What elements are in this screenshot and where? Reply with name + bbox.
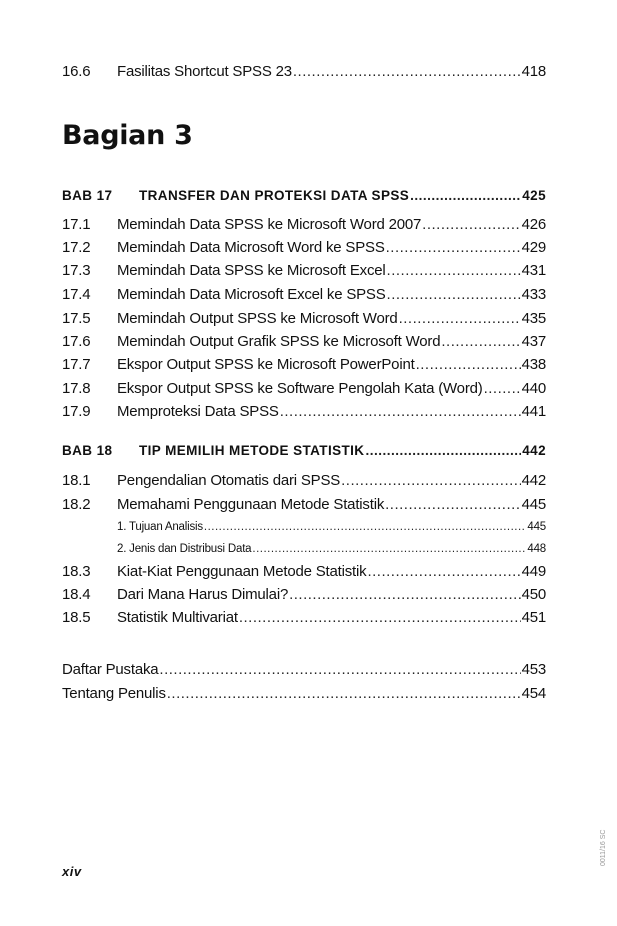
side-code: 0011/16 SC [600,829,607,866]
dot-leader [167,683,521,705]
entry-page: 451 [521,609,546,626]
chapter-label: BAB 18 [62,443,113,458]
entry-title: 2. Jenis dan Distribusi Data [117,543,252,555]
section-title: Bagian 3 [62,120,193,151]
toc-entry[interactable] [62,494,546,516]
entry-number: 18.4 [62,586,91,603]
entry-page: 448 [527,543,546,555]
dot-leader [385,494,520,516]
toc-entry-16-6[interactable] [62,61,546,83]
entry-page: 426 [521,216,546,233]
entry-title: Memindah Data SPSS ke Microsoft Excel [117,262,386,279]
chapter-title: TRANSFER DAN PROTEKSI DATA SPSS [139,188,410,203]
entry-title: Pengendalian Otomatis dari SPSS [117,472,341,489]
toc-subentry[interactable] [62,540,546,558]
entry-page: 429 [521,239,546,256]
dot-leader [387,284,521,306]
toc-entry[interactable] [62,354,546,376]
dot-leader [367,561,520,583]
entry-title: Memproteksi Data SPSS [117,403,279,420]
entry-page: 442 [521,472,546,489]
entry-page: 438 [521,356,546,373]
entry-number: 17.8 [62,380,91,397]
toc-entry[interactable] [62,378,546,400]
entry-number: 18.3 [62,563,91,580]
chapter-title: TIP MEMILIH METODE STATISTIK [139,443,365,458]
entry-title: Daftar Pustaka [62,661,159,678]
dot-leader [159,659,520,681]
entry-title: Statistik Multivariat [117,609,238,626]
entry-title: 1. Tujuan Analisis [117,521,203,533]
dot-leader [365,440,521,462]
entry-number: 17.2 [62,239,91,256]
entry-title: Dari Mana Harus Dimulai? [117,586,289,603]
entry-page: 435 [521,310,546,327]
entry-title: Memindah Data Microsoft Excel ke SPSS [117,286,386,303]
entry-page: 454 [521,685,546,702]
toc-entry[interactable] [62,308,546,330]
entry-number: 17.3 [62,262,91,279]
toc-entry[interactable] [62,470,546,492]
entry-page: 433 [521,286,546,303]
entry-title: Fasilitas Shortcut SPSS 23 [117,63,292,80]
entry-page: 445 [521,496,546,513]
entry-number: 17.7 [62,356,91,373]
toc-entry[interactable] [62,214,546,236]
dot-leader [386,237,521,259]
page-number: xiv [62,864,82,879]
chapter-17-heading[interactable] [62,185,546,207]
entry-page: 453 [521,661,546,678]
dot-leader [387,260,521,282]
entry-title: Kiat-Kiat Penggunaan Metode Statistik [117,563,367,580]
toc-subentry[interactable] [62,518,546,536]
entry-title: Ekspor Output SPSS ke Software Pengolah Kata (Word) [117,380,483,397]
entry-title: Memahami Penggunaan Metode Statistik [117,496,385,513]
entry-number: 18.1 [62,472,91,489]
entry-page: 437 [521,333,546,350]
toc-entry-daftar-pustaka[interactable] [62,659,546,681]
dot-leader [289,584,520,606]
entry-number: 17.5 [62,310,91,327]
dot-leader [484,378,521,400]
dot-leader [252,540,526,558]
toc-entry[interactable] [62,284,546,306]
entry-page: 450 [521,586,546,603]
dot-leader [204,518,527,536]
chapter-page: 425 [522,188,546,203]
entry-number: 17.4 [62,286,91,303]
entry-number: 16.6 [62,63,91,80]
entry-page: 418 [521,63,546,80]
entry-number: 18.5 [62,609,91,626]
entry-page: 440 [521,380,546,397]
toc-entry[interactable] [62,237,546,259]
entry-number: 17.9 [62,403,91,420]
toc-entry[interactable] [62,401,546,423]
entry-title: Memindah Output Grafik SPSS ke Microsoft Word [117,333,441,350]
toc-entry-tentang-penulis[interactable] [62,683,546,705]
chapter-page: 442 [522,443,546,458]
toc-entry[interactable] [62,260,546,282]
dot-leader [441,331,520,353]
entry-page: 445 [527,521,546,533]
chapter-18-heading[interactable] [62,440,546,462]
entry-page: 431 [521,262,546,279]
entry-title: Memindah Output SPSS ke Microsoft Word [117,310,398,327]
entry-title: Memindah Data SPSS ke Microsoft Word 2007 [117,216,422,233]
toc-entry[interactable] [62,561,546,583]
entry-number: 17.6 [62,333,91,350]
entry-number: 18.2 [62,496,91,513]
dot-leader [280,401,521,423]
toc-entry[interactable] [62,331,546,353]
toc-entry[interactable] [62,607,546,629]
entry-page: 441 [521,403,546,420]
chapter-label: BAB 17 [62,188,113,203]
dot-leader [416,354,521,376]
dot-leader [239,607,521,629]
toc-entry[interactable] [62,584,546,606]
entry-number: 17.1 [62,216,91,233]
entry-page: 449 [521,563,546,580]
dot-leader [410,185,521,207]
dot-leader [399,308,521,330]
dot-leader [422,214,520,236]
entry-title: Ekspor Output SPSS ke Microsoft PowerPoint [117,356,415,373]
entry-title: Memindah Data Microsoft Word ke SPSS [117,239,385,256]
entry-title: Tentang Penulis [62,685,166,702]
dot-leader [341,470,520,492]
dot-leader [293,61,521,83]
